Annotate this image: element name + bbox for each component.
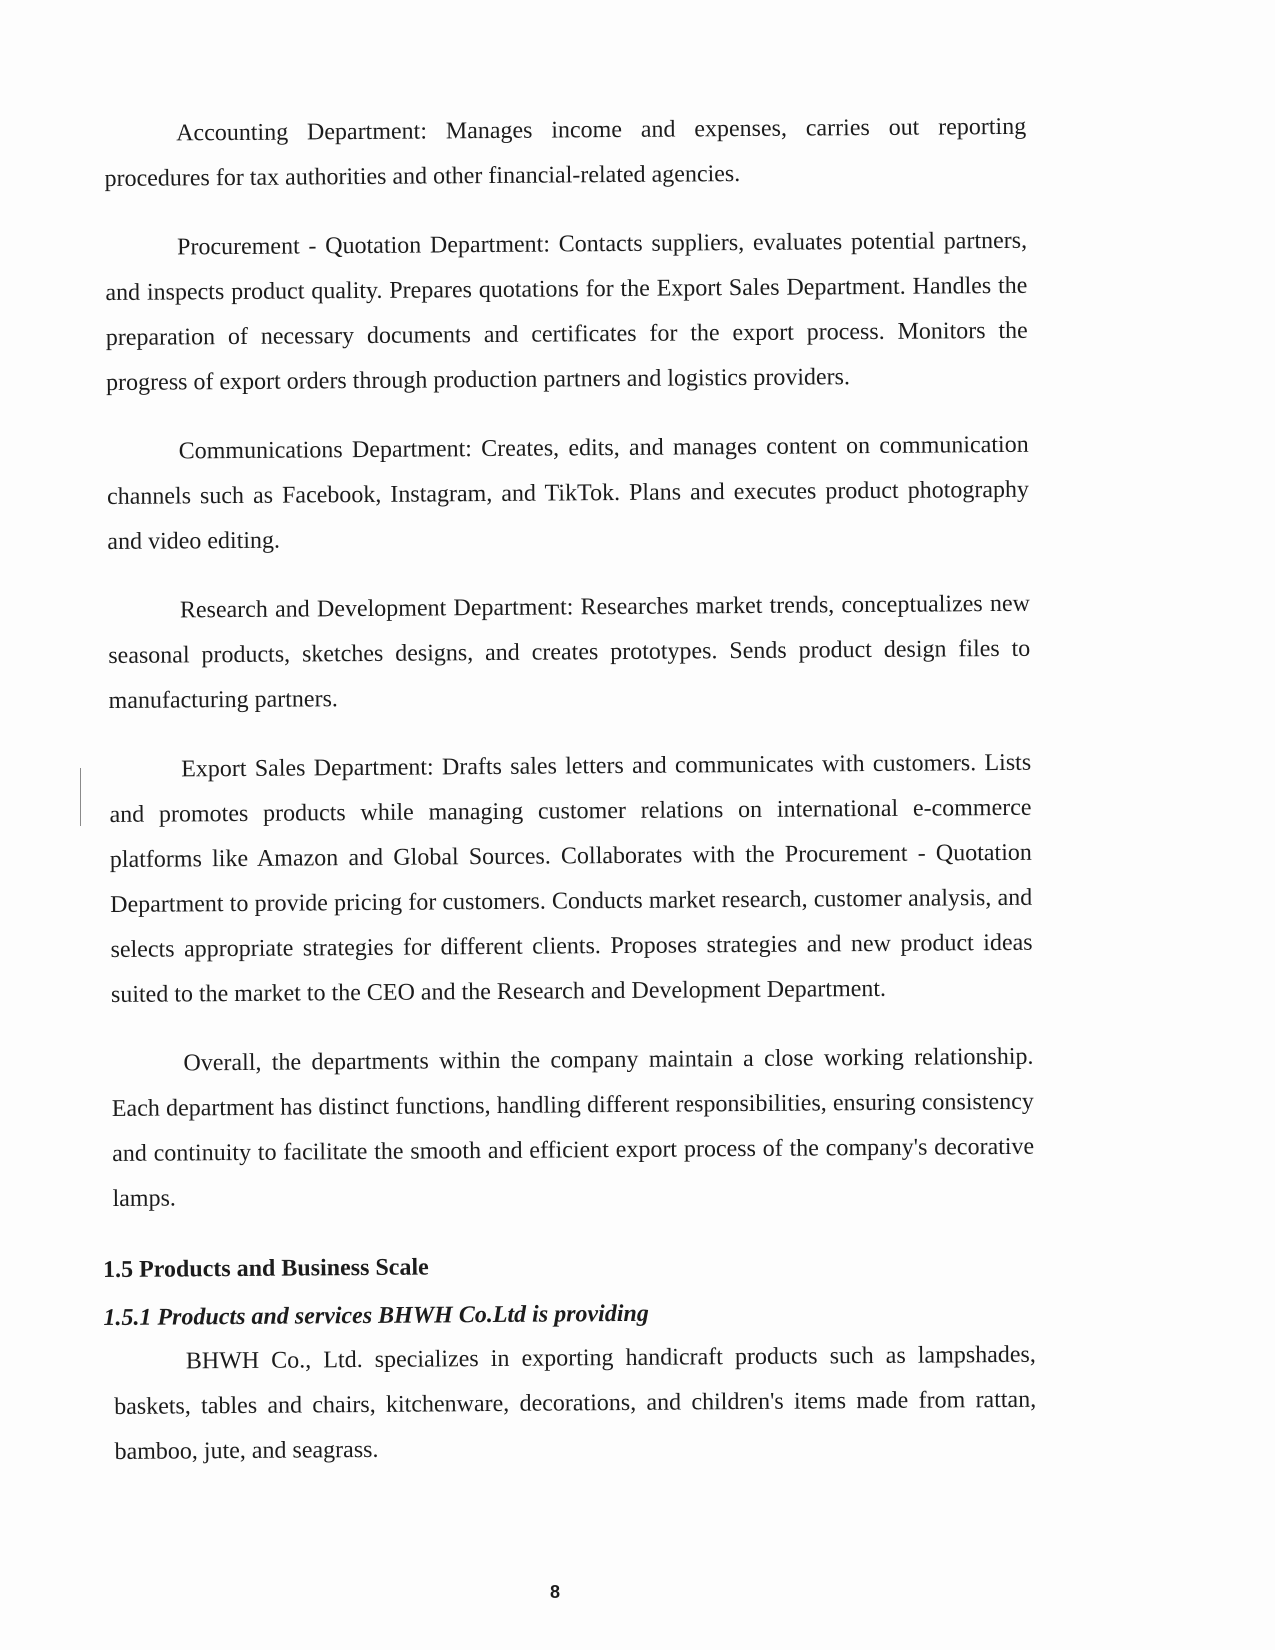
margin-line [80,768,81,826]
paragraph-overall-summary: Overall, the departments within the company maintain a close working relationship. Each department has distinct functions, handling different responsibilities, ensuring consistency and continuity to facilitate the smooth and efficient export process of the company's decorative lamps. [111,1043,1035,1212]
section-heading: 1.5 Products and Business Scale [102,1254,429,1284]
paragraph-research-development-department: Research and Development Department: Researches market trends, conceptualizes new seasonal products, sketches designs, and creates prototypes. Sends product design files to manufacturing partners. [108,590,1031,714]
page-number: 8 [549,1582,560,1602]
paragraph-procurement-quotation-department: Procurement - Quotation Department: Contacts suppliers, evaluates potential partners, and inspects product quality. Prepares quotations for the Export Sales Department. Handles the preparation of necessary documents and certificates for the export process. Monitors the progress of export orders through production partners and logistics providers. [105,227,1028,396]
paragraph-products-services: BHWH Co., Ltd. specializes in exporting handicraft products such as lampshades, baskets, tables and chairs, kitchenware, decorations, and children's items made from rattan, bamboo, jute, and seagrass. [114,1341,1037,1465]
paragraph-communications-department: Communications Department: Creates, edits, and manages content on communication channels such as Facebook, Instagram, and TikTok. Plans and executes product photography and video editing. [106,431,1030,555]
paragraph-accounting-department: Accounting Department: Manages income and expenses, carries out reporting procedures for tax authorities and other financial-related agencies. [104,113,1027,192]
subsection-heading: 1.5.1 Products and services BHWH Co.Ltd is providing [103,1300,649,1332]
paragraph-export-sales-department: Export Sales Department: Drafts sales letters and communicates with customers. Lists and promotes products while managing customer relations on international e-commerce platforms like Amazon and Global Sources. Collaborates with the Procurement - Quotation Department to provide pricing for customers. Conducts market research, customer analysis, and selects appropriate strategies for different clients. Proposes strategies and new product ideas suited to the market to the CEO and the Research and Development Department. [109,749,1033,1008]
page-body [104,105,1037,1499]
